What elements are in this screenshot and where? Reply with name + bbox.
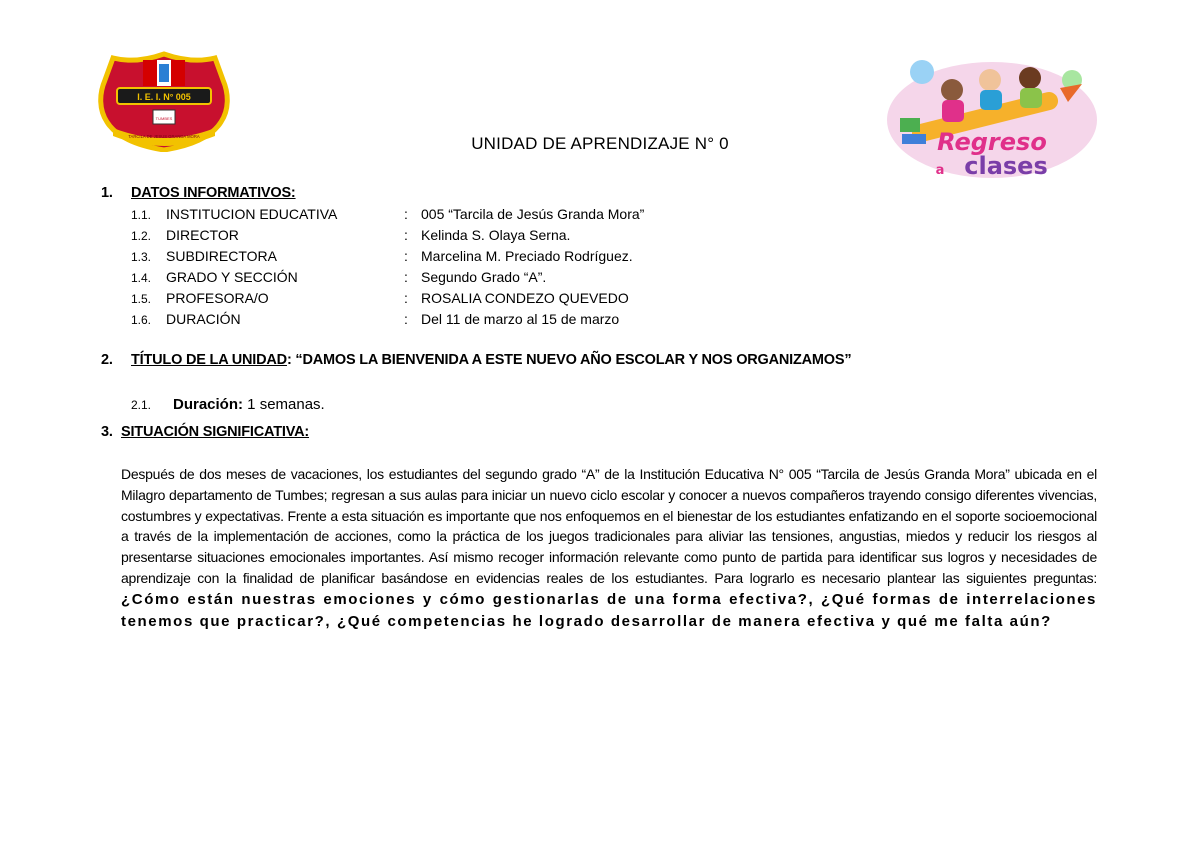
section-2-heading [101, 352, 851, 368]
info-key: DURACIÓN [166, 311, 241, 327]
logo-badge-text: TUMBES [155, 116, 173, 121]
info-value: ROSALIA CONDEZO QUEVEDO [421, 290, 629, 306]
banner-word-3: clases [964, 152, 1048, 180]
info-colon: : [404, 206, 408, 222]
duration-value: 1 semanas. [243, 396, 325, 413]
info-number: 1.1. [131, 208, 152, 222]
info-number: 1.5. [131, 292, 152, 306]
situation-paragraph [121, 464, 1097, 632]
info-value: 005 “Tarcila de Jesús Granda Mora” [421, 206, 645, 222]
situation-questions: ¿Cómo están nuestras emociones y cómo gestionarlas de una forma efectiva?, ¿Qué formas de interrelaciones tenemos que practicar?, ¿Qué competencias he logrado desarrollar de manera efectiva y qué me falta aún? [121, 590, 1097, 630]
section-1-number: 1. [101, 185, 113, 201]
info-value: Segundo Grado “A”. [421, 269, 547, 285]
info-number: 1.3. [131, 250, 152, 264]
info-key: GRADO Y SECCIÓN [166, 269, 298, 285]
banner-word-1: Regreso [937, 128, 1047, 156]
info-key: PROFESORA/O [166, 290, 269, 306]
logo-banner-text: TARCILA DE JESUS GRANDA MORA [128, 134, 200, 139]
info-key: SUBDIRECTORA [166, 248, 277, 264]
section-2-number: 2. [101, 352, 113, 368]
section-3-title: SITUACIÓN SIGNIFICATIVA: [121, 424, 309, 440]
info-colon: : [404, 269, 408, 285]
section-2-title-value: : “DAMOS LA BIENVENIDA A ESTE NUEVO AÑO ESCOLAR Y NOS ORGANIZAMOS” [286, 352, 852, 368]
section-1-heading [101, 185, 296, 201]
info-colon: : [404, 290, 408, 306]
situation-body: Después de dos meses de vacaciones, los estudiantes del segundo grado “A” de la Institución Educativa N° 005 “Tarcila de Jesús Granda Mora” ubicada en el Milagro departamento de Tumbes; regresan a sus aulas para iniciar un nuevo ciclo escolar y conocer a nuevos compañeros trayendo consigo diferentes vivencias, costumbres y expectativas. Frente a esta situación es importante que nos enfoquemos en el bienestar de los estudiantes enfatizando en el soporte socioemocional a través de la implementación de acciones, como la práctica de los juegos tradicionales para aliviar las tensiones, angustias, miedos y reducir los riesgos al presentarse situaciones emocionales importantes. Así mismo recoger información relevante como punto de partida para identificar sus logros y necesidades de aprendizaje con la finalidad de planificar basándose en evidencias reales de los estudiantes. Para lograrlo es necesario plantear las siguientes preguntas: [121, 466, 1097, 586]
info-value: Kelinda S. Olaya Serna. [421, 227, 571, 243]
section-2-title-label: TÍTULO DE LA UNIDAD [131, 352, 287, 368]
duration-row [131, 396, 325, 413]
info-key: INSTITUCION EDUCATIVA [166, 206, 338, 222]
info-number: 1.6. [131, 313, 152, 327]
section-3-heading [101, 424, 309, 440]
regreso-a-clases-banner [882, 50, 1102, 180]
section-3-number: 3. [101, 424, 113, 440]
info-colon: : [404, 311, 408, 327]
info-key: DIRECTOR [166, 227, 239, 243]
info-number: 1.4. [131, 271, 152, 285]
info-number: 1.2. [131, 229, 152, 243]
banner-word-2: a [935, 163, 945, 178]
info-colon: : [404, 227, 408, 243]
info-value: Marcelina M. Preciado Rodríguez. [421, 248, 633, 264]
page-title: UNIDAD DE APRENDIZAJE N° 0 [471, 134, 729, 153]
info-colon: : [404, 248, 408, 264]
duration-number: 2.1. [131, 398, 152, 412]
info-value: Del 11 de marzo al 15 de marzo [421, 311, 620, 327]
section-1-title: DATOS INFORMATIVOS: [131, 185, 296, 201]
duration-label: Duración: [173, 396, 244, 413]
logo-school-code: I. E. I. N° 005 [137, 92, 191, 102]
